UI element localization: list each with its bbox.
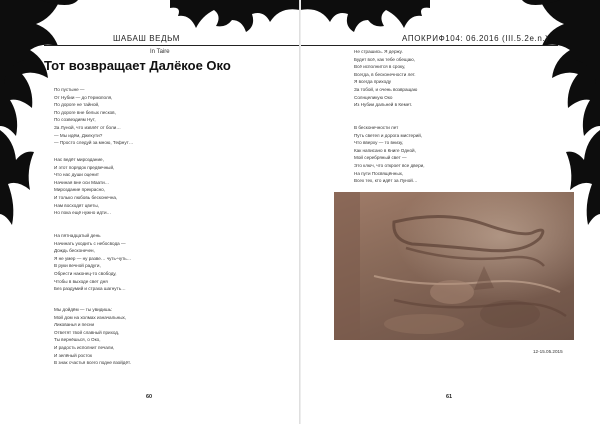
poem-line: Солнцеликую Око xyxy=(354,94,393,100)
poem-line: В бесконечности лет xyxy=(354,125,399,130)
poem-line: Я всегда приходу xyxy=(354,79,392,85)
poem-line: Чтобы в выходе свет дня xyxy=(54,278,108,284)
poem-line: Это ключ, что откроет все двери, xyxy=(354,162,425,168)
poem-line: Как написано в Книге Одной, xyxy=(354,147,416,153)
ornament-right-center xyxy=(300,0,430,34)
poem-line: Дождь бесконечен, xyxy=(54,248,95,254)
poem-line: Из Нубии дальней в Кемет. xyxy=(354,102,413,108)
poem-line: Нам восходят цветы, xyxy=(54,202,99,208)
poem-line: Не страшись. Я держу. xyxy=(354,49,403,54)
running-header: ШАБАШ ВЕДЬМ xyxy=(113,34,181,43)
stanza xyxy=(54,86,133,147)
poem-line: И зелёный росток xyxy=(54,352,92,358)
poem-line: По созвездиям Нут, xyxy=(54,117,96,123)
photo-date: 12-15.05.2015 xyxy=(533,349,563,354)
poem-line: И только любовь бесконечна, xyxy=(54,194,118,200)
ornament-left-center xyxy=(170,0,300,34)
poem-line: Мироздание прекрасно, xyxy=(54,187,106,193)
stanza xyxy=(54,156,117,217)
poem-line: И этот порядок предвечный, xyxy=(54,164,115,170)
poem-line: Всё исполнится в сроку, xyxy=(354,64,406,70)
relief-photo xyxy=(334,192,574,340)
poem-line: На пятнадцатый день xyxy=(54,233,101,238)
poem-line: Что нас души оценит xyxy=(54,172,100,178)
poem-line: От Нубии — до Гермополя, xyxy=(54,94,113,100)
poem-line: Обрести наконец-то свободу, xyxy=(54,270,117,276)
poem-line: Ты вернёшься, о Око, xyxy=(54,337,101,343)
poem-line: По пустыне — xyxy=(54,87,85,92)
poem-line: И радость исполнит печали, xyxy=(54,344,115,350)
poem-line: — Просто следуй за мною, Тефнут… xyxy=(54,140,134,146)
poem-line: Нас ведёт мироздание, xyxy=(54,157,104,162)
poem-line: Что вверху — то внизу, xyxy=(354,140,404,146)
poem-line: Я не умер — ну разве… чуть-чуть… xyxy=(54,255,132,261)
relief-carving-image xyxy=(334,192,574,340)
poem-line: Всех тех, кто идёт за Луной… xyxy=(354,178,418,184)
poem-line: По дороге вне белых песков, xyxy=(54,109,116,115)
poem-line: Начинать уходить с небосвода — xyxy=(54,240,126,246)
poem-line: За Луной, что извлёт от боли… xyxy=(54,124,121,130)
poem-line: Будет всё, как тебе обещаю, xyxy=(354,56,415,62)
poem-line: В руки вечной радуги, xyxy=(54,263,101,269)
poem-line: В знак счастья всего подне взойдёт. xyxy=(54,360,131,366)
stanza xyxy=(54,232,131,293)
poem-line: Всегда, в бесконечности лет. xyxy=(354,71,416,77)
page-number: 60 xyxy=(146,394,153,400)
author-name: In Taire xyxy=(150,49,170,55)
stanza xyxy=(54,306,131,367)
stanza xyxy=(354,48,417,109)
poem-title: Тот возвращает Далёкое Око xyxy=(44,58,231,73)
poem-line: Мой серебряный свет — xyxy=(354,155,407,161)
poem-line: Мой дом на холмах изначальных, xyxy=(54,314,127,320)
book-spine xyxy=(299,0,301,424)
poem-line: На пути Посвящённых, xyxy=(354,170,404,176)
stanza xyxy=(354,124,425,185)
poem-line: Мы дойдём — ты увидишь: xyxy=(54,307,113,312)
poem-line: Без раздумий и страха шагнуть… xyxy=(54,286,126,292)
poem-line: Начиная вне оси Маати… xyxy=(54,179,110,185)
poem-line: Путь светел и дорога мистерий, xyxy=(354,132,423,138)
poem-line: Ликованья и песни xyxy=(54,322,95,328)
page-number: 61 xyxy=(446,394,453,400)
poem-line: Ответят твой славный приход, xyxy=(54,329,120,335)
poem-line: — Мы идём, Джехути? xyxy=(54,132,103,138)
running-header: АПОКРИФ104: 06.2016 (III.5.2e.n.) xyxy=(402,34,549,43)
poem-line: За тобой, и очень возвращаю xyxy=(354,86,418,92)
poem-line: По дороге не тайной, xyxy=(54,102,100,108)
header-rule xyxy=(44,45,300,46)
poem-line: Но пока ещё нужно идти… xyxy=(54,210,112,216)
header-rule xyxy=(300,45,558,46)
